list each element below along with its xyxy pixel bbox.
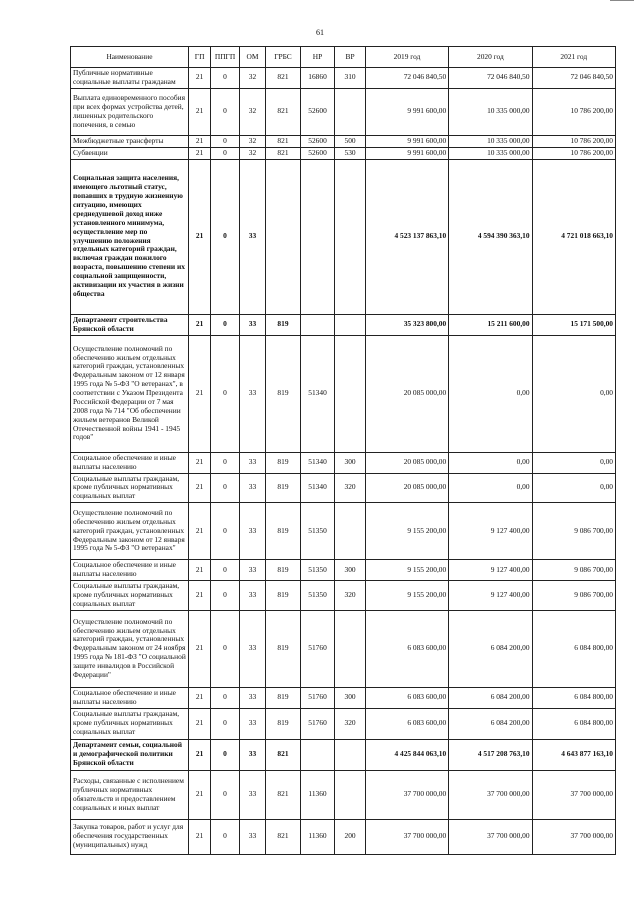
header-om: ОМ	[239, 47, 265, 68]
row-2019: 37 700 000,00	[365, 819, 448, 854]
table-row	[71, 314, 616, 335]
row-nr: 51350	[300, 581, 335, 611]
row-gp: 21	[188, 687, 210, 708]
row-grbs: 821	[266, 770, 301, 819]
header-name: Наименование	[71, 47, 189, 68]
row-2020: 0,00	[449, 452, 532, 473]
row-grbs: 819	[266, 335, 301, 452]
row-ppgp: 0	[211, 135, 239, 147]
row-2020: 37 700 000,00	[449, 770, 532, 819]
row-gp: 21	[188, 739, 210, 770]
row-name: Выплата единовременного пособия при всех формах устройства детей, лишенных родительского попечения, в семью	[71, 88, 189, 135]
row-nr: 51340	[300, 335, 335, 452]
table-row	[71, 610, 616, 687]
table-row	[71, 147, 616, 159]
row-2021: 0,00	[532, 473, 615, 503]
row-ppgp: 0	[211, 770, 239, 819]
row-name: Осуществление полномочий по обеспечению жильем отдельных категорий граждан, установленных Федеральным законом от 12 января 1995 года № 5-ФЗ "О ветеранах", в соответствии с Указом Президента Российской Федерации от 7 мая 2008 года № 714 "Об обеспечении жильем ветеранов Великой Отечественной войны 1941 - 1945 годов"	[71, 335, 189, 452]
row-2019: 20 085 000,00	[365, 335, 448, 452]
table-header-row	[71, 47, 616, 68]
row-name: Социальная защита населения, имеющего льготный статус, попавших в трудную жизненную ситуацию, имеющих среднедушевой доход ниже установленного минимума, осуществление мер по улучшению положения отдельных категорий граждан, включая граждан пожилого возраста, повышению степени их социальной защищенности, активизации их участия в жизни общества	[71, 159, 189, 314]
row-om: 32	[239, 135, 265, 147]
row-2019: 9 155 200,00	[365, 560, 448, 581]
row-ppgp: 0	[211, 560, 239, 581]
row-ppgp: 0	[211, 581, 239, 611]
row-2019: 9 991 600,00	[365, 147, 448, 159]
row-vr: 310	[335, 68, 366, 89]
row-nr: 51760	[300, 708, 335, 739]
row-2020: 10 335 000,00	[449, 135, 532, 147]
row-nr	[300, 314, 335, 335]
row-om: 32	[239, 88, 265, 135]
row-gp: 21	[188, 147, 210, 159]
row-name: Социальное обеспечение и иные выплаты населению	[71, 452, 189, 473]
row-vr	[335, 335, 366, 452]
row-2020: 6 084 200,00	[449, 687, 532, 708]
row-name: Социальное обеспечение и иные выплаты населению	[71, 560, 189, 581]
row-grbs	[266, 159, 301, 314]
row-om: 33	[239, 708, 265, 739]
row-nr: 52600	[300, 147, 335, 159]
row-gp: 21	[188, 314, 210, 335]
row-2020: 4 517 208 763,10	[449, 739, 532, 770]
corner-mark	[610, 0, 634, 4]
header-ppgp: ППГП	[211, 47, 239, 68]
row-nr: 51350	[300, 503, 335, 560]
row-ppgp: 0	[211, 314, 239, 335]
row-gp: 21	[188, 159, 210, 314]
row-gp: 21	[188, 770, 210, 819]
row-vr: 300	[335, 560, 366, 581]
row-om: 33	[239, 314, 265, 335]
row-2019: 6 083 600,00	[365, 708, 448, 739]
row-gp: 21	[188, 335, 210, 452]
row-gp: 21	[188, 503, 210, 560]
row-vr: 500	[335, 135, 366, 147]
row-2019: 37 700 000,00	[365, 770, 448, 819]
row-gp: 21	[188, 135, 210, 147]
row-2021: 4 643 877 163,10	[532, 739, 615, 770]
row-om: 33	[239, 503, 265, 560]
row-vr: 300	[335, 452, 366, 473]
row-grbs: 819	[266, 314, 301, 335]
header-grbs: ГРБС	[266, 47, 301, 68]
table-row	[71, 473, 616, 503]
row-2019: 9 991 600,00	[365, 88, 448, 135]
row-ppgp: 0	[211, 335, 239, 452]
row-ppgp: 0	[211, 819, 239, 854]
row-grbs: 819	[266, 503, 301, 560]
row-2020: 0,00	[449, 335, 532, 452]
table-row	[71, 819, 616, 854]
row-gp: 21	[188, 708, 210, 739]
row-nr	[300, 739, 335, 770]
row-2021: 6 084 800,00	[532, 610, 615, 687]
row-2020: 6 084 200,00	[449, 610, 532, 687]
row-grbs: 821	[266, 68, 301, 89]
row-gp: 21	[188, 581, 210, 611]
table-row	[71, 581, 616, 611]
row-nr: 52600	[300, 88, 335, 135]
header-2021: 2021 год	[532, 47, 615, 68]
row-2021: 37 700 000,00	[532, 819, 615, 854]
row-2019: 4 425 844 063,10	[365, 739, 448, 770]
table-row	[71, 135, 616, 147]
row-vr: 320	[335, 581, 366, 611]
row-om: 33	[239, 819, 265, 854]
row-2019: 35 323 800,00	[365, 314, 448, 335]
table-row	[71, 687, 616, 708]
row-2019: 72 046 840,50	[365, 68, 448, 89]
row-2021: 9 086 700,00	[532, 581, 615, 611]
row-name: Публичные нормативные социальные выплаты гражданам	[71, 68, 189, 89]
table-row	[71, 88, 616, 135]
row-vr: 200	[335, 819, 366, 854]
page-number: 61	[316, 28, 324, 37]
row-om: 33	[239, 581, 265, 611]
row-name: Осуществление полномочий по обеспечению жильем отдельных категорий граждан, установленных Федеральным законом от 12 января 1995 года № 5-ФЗ "О ветеранах"	[71, 503, 189, 560]
table-row	[71, 452, 616, 473]
table-row	[71, 503, 616, 560]
row-grbs: 821	[266, 739, 301, 770]
row-2020: 10 335 000,00	[449, 147, 532, 159]
row-2020: 15 211 600,00	[449, 314, 532, 335]
header-gp: ГП	[188, 47, 210, 68]
row-nr: 16860	[300, 68, 335, 89]
row-name: Осуществление полномочий по обеспечению жильем отдельных категорий граждан, установленных Федеральным законом от 24 ноября 1995 года № 181-ФЗ "О социальной защите инвалидов в Российской Федерации"	[71, 610, 189, 687]
row-2020: 9 127 400,00	[449, 560, 532, 581]
table-row	[71, 708, 616, 739]
row-2021: 37 700 000,00	[532, 770, 615, 819]
row-2021: 10 786 200,00	[532, 147, 615, 159]
row-gp: 21	[188, 473, 210, 503]
row-ppgp: 0	[211, 68, 239, 89]
row-name: Субвенции	[71, 147, 189, 159]
row-nr: 51350	[300, 560, 335, 581]
row-om: 33	[239, 560, 265, 581]
row-vr: 320	[335, 473, 366, 503]
row-vr	[335, 770, 366, 819]
row-grbs: 819	[266, 581, 301, 611]
table-row	[71, 739, 616, 770]
row-om: 33	[239, 739, 265, 770]
row-2020: 37 700 000,00	[449, 819, 532, 854]
table-row	[71, 770, 616, 819]
row-ppgp: 0	[211, 610, 239, 687]
row-2020: 6 084 200,00	[449, 708, 532, 739]
row-2021: 4 721 018 663,10	[532, 159, 615, 314]
row-ppgp: 0	[211, 88, 239, 135]
row-name: Департамент семьи, социальной и демографической политики Брянской области	[71, 739, 189, 770]
row-nr: 11360	[300, 770, 335, 819]
row-2021: 6 084 800,00	[532, 708, 615, 739]
row-grbs: 819	[266, 708, 301, 739]
row-ppgp: 0	[211, 147, 239, 159]
header-vr: ВР	[335, 47, 366, 68]
row-name: Департамент строительства Брянской области	[71, 314, 189, 335]
row-2019: 6 083 600,00	[365, 610, 448, 687]
row-nr: 11360	[300, 819, 335, 854]
row-name: Расходы, связанные с исполнением публичных нормативных обязательств и предоставлением социальных и иных выплат	[71, 770, 189, 819]
row-2019: 4 523 137 863,10	[365, 159, 448, 314]
row-name: Социальные выплаты гражданам, кроме публичных нормативных социальных выплат	[71, 473, 189, 503]
row-vr	[335, 739, 366, 770]
row-2019: 9 991 600,00	[365, 135, 448, 147]
row-2021: 10 786 200,00	[532, 135, 615, 147]
row-om: 33	[239, 770, 265, 819]
row-gp: 21	[188, 452, 210, 473]
table-row	[71, 68, 616, 89]
row-ppgp: 0	[211, 739, 239, 770]
row-2020: 72 046 840,50	[449, 68, 532, 89]
row-ppgp: 0	[211, 503, 239, 560]
row-nr	[300, 159, 335, 314]
row-2021: 6 084 800,00	[532, 687, 615, 708]
row-2020: 0,00	[449, 473, 532, 503]
row-2019: 9 155 200,00	[365, 503, 448, 560]
row-gp: 21	[188, 819, 210, 854]
row-name: Закупка товаров, работ и услуг для обеспечения государственных (муниципальных) нужд	[71, 819, 189, 854]
row-vr: 530	[335, 147, 366, 159]
row-name: Социальные выплаты гражданам, кроме публичных нормативных социальных выплат	[71, 708, 189, 739]
row-2019: 9 155 200,00	[365, 581, 448, 611]
row-2019: 20 085 000,00	[365, 452, 448, 473]
row-name: Социальное обеспечение и иные выплаты населению	[71, 687, 189, 708]
row-gp: 21	[188, 88, 210, 135]
row-vr: 320	[335, 708, 366, 739]
row-om: 33	[239, 452, 265, 473]
row-2021: 15 171 500,00	[532, 314, 615, 335]
row-nr: 51760	[300, 610, 335, 687]
row-grbs: 819	[266, 473, 301, 503]
row-ppgp: 0	[211, 159, 239, 314]
row-2020: 9 127 400,00	[449, 581, 532, 611]
row-nr: 52600	[300, 135, 335, 147]
header-nr: НР	[300, 47, 335, 68]
row-om: 32	[239, 147, 265, 159]
row-om: 33	[239, 610, 265, 687]
row-vr	[335, 610, 366, 687]
table-row	[71, 560, 616, 581]
row-2021: 10 786 200,00	[532, 88, 615, 135]
row-name: Социальные выплаты гражданам, кроме публичных нормативных социальных выплат	[71, 581, 189, 611]
row-ppgp: 0	[211, 687, 239, 708]
header-2020: 2020 год	[449, 47, 532, 68]
row-gp: 21	[188, 68, 210, 89]
row-2021: 0,00	[532, 335, 615, 452]
row-om: 33	[239, 687, 265, 708]
row-gp: 21	[188, 560, 210, 581]
row-gp: 21	[188, 610, 210, 687]
budget-table	[70, 46, 616, 855]
row-2021: 9 086 700,00	[532, 560, 615, 581]
row-grbs: 821	[266, 147, 301, 159]
row-2019: 20 085 000,00	[365, 473, 448, 503]
row-2020: 4 594 390 363,10	[449, 159, 532, 314]
row-vr	[335, 314, 366, 335]
table-row	[71, 335, 616, 452]
row-grbs: 819	[266, 610, 301, 687]
row-2020: 10 335 000,00	[449, 88, 532, 135]
row-grbs: 821	[266, 819, 301, 854]
row-2020: 9 127 400,00	[449, 503, 532, 560]
row-2021: 9 086 700,00	[532, 503, 615, 560]
row-ppgp: 0	[211, 452, 239, 473]
header-2019: 2019 год	[365, 47, 448, 68]
row-grbs: 819	[266, 452, 301, 473]
row-grbs: 821	[266, 135, 301, 147]
row-name: Межбюджетные трансферты	[71, 135, 189, 147]
row-vr	[335, 88, 366, 135]
row-2021: 72 046 840,50	[532, 68, 615, 89]
row-om: 32	[239, 68, 265, 89]
row-nr: 51340	[300, 452, 335, 473]
row-vr: 300	[335, 687, 366, 708]
row-om: 33	[239, 473, 265, 503]
table-row	[71, 159, 616, 314]
row-grbs: 819	[266, 687, 301, 708]
row-om: 33	[239, 159, 265, 314]
row-nr: 51760	[300, 687, 335, 708]
row-2019: 6 083 600,00	[365, 687, 448, 708]
row-grbs: 821	[266, 88, 301, 135]
row-grbs: 819	[266, 560, 301, 581]
row-ppgp: 0	[211, 473, 239, 503]
row-nr: 51340	[300, 473, 335, 503]
row-om: 33	[239, 335, 265, 452]
row-ppgp: 0	[211, 708, 239, 739]
row-2021: 0,00	[532, 452, 615, 473]
row-vr	[335, 159, 366, 314]
row-vr	[335, 503, 366, 560]
